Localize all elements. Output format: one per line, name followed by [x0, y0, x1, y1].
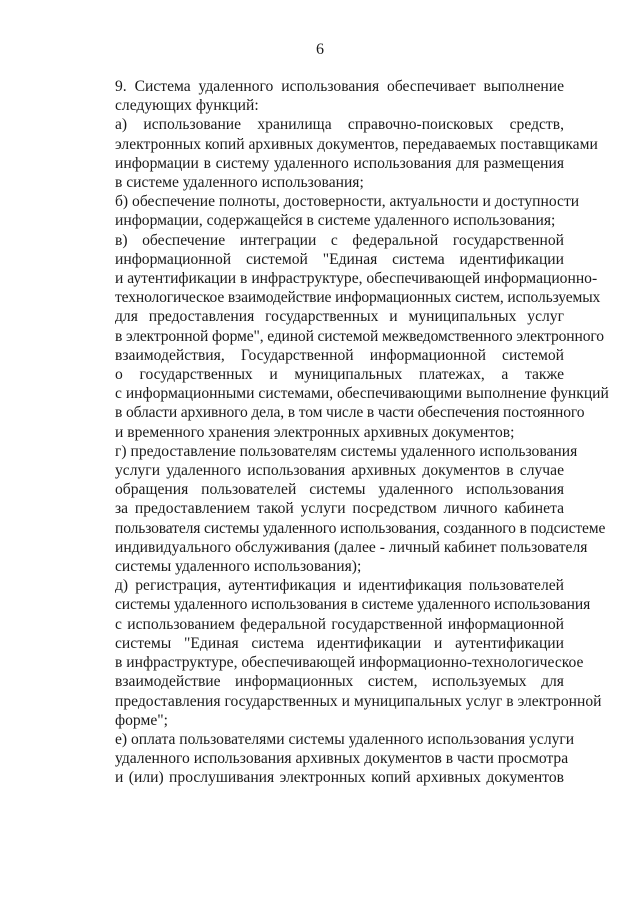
text-line: в) обеспечение интеграции с федеральной государственной	[115, 231, 564, 249]
text-line: обращения пользователей системы удаленного использования	[115, 481, 564, 499]
text-line: г) предоставление пользователям системы удаленного использования	[115, 442, 578, 460]
paragraph-9	[77, 77, 564, 115]
document-body	[77, 77, 609, 788]
text-line: пользователя системы удаленного использования, созданного в подсистеме	[115, 519, 606, 537]
text-line: взаимодействия, Государственной информационной системой	[115, 346, 564, 364]
text-line: системы "Единая система идентификации и аутентификации	[115, 634, 564, 652]
text-line: технологическое взаимодействие информационных систем, используемых	[115, 289, 601, 307]
text-line: в системе удаленного использования;	[115, 174, 364, 192]
text-line: системы удаленного использования в системе удаленного использования	[115, 596, 591, 614]
paragraph-f	[77, 730, 575, 788]
text-line: информации в систему удаленного использования для размещения	[115, 154, 564, 172]
text-line: в области архивного дела, в том числе в части обеспечения постоянного	[115, 404, 585, 422]
text-line: форме";	[115, 711, 168, 729]
text-line: электронных копий архивных документов, передаваемых поставщиками	[115, 135, 598, 153]
text-line: информации, содержащейся в системе удаленного использования;	[115, 212, 556, 230]
text-line: с информационными системами, обеспечивающими выполнение функций	[115, 385, 609, 403]
text-line: а) использование хранилища справочно-поисковых средств,	[115, 116, 564, 134]
text-line: д) регистрация, аутентификация и идентификация пользователей	[115, 577, 564, 595]
paragraph-a	[77, 115, 598, 192]
paragraph-b	[77, 192, 580, 230]
text-line: системы удаленного использования);	[115, 558, 362, 576]
text-line: в инфраструктуре, обеспечивающей информационно-технологическое	[115, 654, 584, 672]
text-line: и аутентификации в инфраструктуре, обеспечивающей информационно-	[115, 270, 598, 288]
text-line: удаленного использования архивных документов в части просмотра	[115, 750, 569, 768]
text-line: о государственных и муниципальных платежах, а также	[115, 366, 564, 384]
text-line: услуги удаленного использования архивных документов в случае	[115, 462, 564, 480]
page-number: 6	[316, 41, 324, 58]
text-line: за предоставлением такой услуги посредством личного кабинета	[115, 500, 564, 518]
text-line: е) оплата пользователями системы удаленного использования услуги	[115, 730, 575, 748]
text-line: для предоставления государственных и муниципальных услуг	[115, 308, 564, 326]
paragraph-c	[77, 231, 609, 442]
paragraph-e	[77, 576, 602, 730]
paragraph-d	[77, 442, 606, 576]
text-line: взаимодействие информационных систем, используемых для	[115, 673, 564, 691]
text-line: и временного хранения электронных архивных документов;	[115, 423, 515, 441]
text-line: 9. Система удаленного использования обеспечивает выполнение	[115, 78, 564, 95]
text-line: предоставления государственных и муниципальных услуг в электронной	[115, 692, 602, 710]
text-line: информационной системой "Единая система идентификации	[115, 250, 564, 268]
text-line: б) обеспечение полноты, достоверности, актуальности и доступности	[115, 193, 580, 211]
text-line: с использованием федеральной государственной информационной	[115, 615, 564, 633]
text-line: индивидуального обслуживания (далее - личный кабинет пользователя	[115, 538, 588, 556]
text-line: и (или) прослушивания электронных копий архивных документов	[115, 769, 564, 787]
text-line: в электронной форме", единой системой межведомственного электронного	[115, 327, 604, 345]
text-line: следующих функций:	[115, 97, 259, 115]
